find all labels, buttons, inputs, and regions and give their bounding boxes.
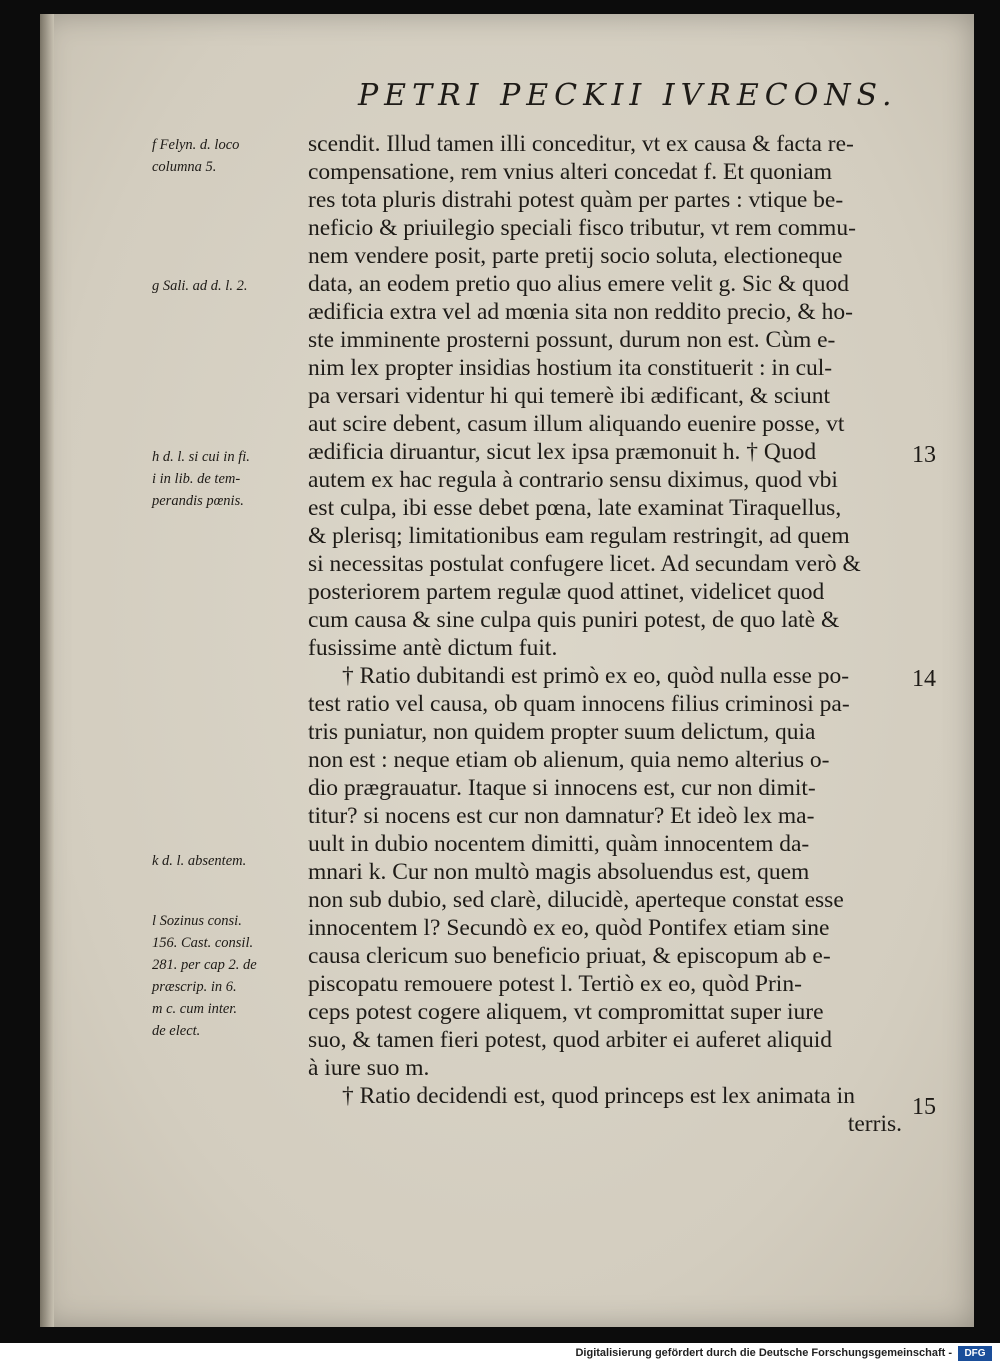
text-line: † Ratio decidendi est, quod princeps est lex animata in (342, 1083, 855, 1109)
margin-note-line: k d. l. absentem. (152, 853, 247, 869)
text-line: scendit. Illud tamen illi conceditur, vt ex causa & facta re- (308, 131, 854, 157)
text-line: non sub dubio, sed clarè, dilucidè, aperteque constat esse (308, 887, 844, 913)
page-spine-shadow (40, 14, 54, 1327)
text-line: cum causa & sine culpa quis puniri potest, de quo latè & (308, 607, 840, 633)
text-line: posteriorem partem regulæ quod attinet, videlicet quod (308, 579, 825, 605)
dfg-logo: DFG (958, 1346, 992, 1361)
text-line: nim lex propter insidias hostium ita constituerit : in cul- (308, 355, 833, 381)
margin-note-k (152, 850, 302, 872)
footer-credit: Digitalisierung gefördert durch die Deutsche Forschungsgemeinschaft - (575, 1347, 952, 1359)
margin-note-line: perandis pœnis. (152, 493, 244, 509)
text-line: terris. (847, 1111, 902, 1137)
text-line: mnari k. Cur non multò magis absoluendus est, quem (308, 859, 810, 885)
text-line: suo, & tamen fieri potest, quod arbiter ei auferet aliquid (308, 1027, 833, 1053)
margin-note-line: præscrip. in 6. (152, 979, 237, 995)
running-header: PETRI PECKII IVRECONS. (358, 78, 898, 113)
margin-note-h (152, 446, 302, 512)
text-line: ste imminente prosterni possunt, durum non est. Cùm e- (308, 327, 836, 353)
text-line: neficio & priuilegio speciali fisco tributur, vt rem commu- (308, 215, 856, 241)
text-line: innocentem l? Secundò ex eo, quòd Pontifex etiam sine (308, 915, 830, 941)
text-line: ceps potest cogere aliquem, vt compromittat super iure (308, 999, 824, 1025)
text-line: est culpa, ibi esse debet pœna, late examinat Tiraquellus, (308, 495, 842, 521)
text-line: causa clericum suo beneficio priuat, & episcopum ab e- (308, 943, 831, 969)
footer-bar (0, 1343, 1000, 1365)
text-line: uult in dubio nocentem dimitti, quàm innocentem da- (308, 831, 810, 857)
margin-note-line: columna 5. (152, 159, 217, 175)
margin-note-line: 281. per cap 2. de (152, 957, 257, 973)
text-line: fusissime antè dictum fuit. (308, 635, 558, 661)
section-number: 15 (912, 1094, 936, 1120)
text-line: à iure suo m. (308, 1055, 430, 1081)
text-line: test ratio vel causa, ob quam innocens filius criminosi pa- (308, 691, 850, 717)
text-line: aut scire debent, casum illum aliquando euenire posse, vt (308, 411, 845, 437)
text-line: † Ratio dubitandi est primò ex eo, quòd nulla esse po- (342, 663, 850, 689)
text-line: ædificia diruantur, sicut lex ipsa præmonuit h. † Quod (308, 439, 817, 465)
text-line: res tota pluris distrahi potest quàm per partes : vtique be- (308, 187, 844, 213)
section-number: 14 (912, 666, 936, 692)
margin-note-f (152, 134, 302, 178)
text-line: data, an eodem pretio quo alius emere velit g. Sic & quod (308, 271, 850, 297)
margin-note-line: f Felyn. d. loco (152, 137, 240, 153)
section-number: 13 (912, 442, 936, 468)
margin-note-g (152, 275, 302, 297)
text-line: titur? si nocens est cur non damnatur? Et ideò lex ma- (308, 803, 815, 829)
text-line: si necessitas postulat confugere licet. Ad secundam verò & (308, 551, 861, 577)
text-line: tris puniatur, non quidem propter suum delictum, quia (308, 719, 816, 745)
text-line: & plerisq; limitationibus eam regulam restringit, ad quem (308, 523, 850, 549)
body-text (308, 130, 908, 1138)
text-line: pa versari videntur hi qui temerè ibi ædificant, & sciunt (308, 383, 831, 409)
text-line: dio prægrauatur. Itaque si innocens est, cur non dimit- (308, 775, 816, 801)
margin-note-line: g Sali. ad d. l. 2. (152, 278, 248, 294)
margin-note-line: m c. cum inter. (152, 1001, 237, 1017)
text-line: non est : neque etiam ob alienum, quia nemo alterius o- (308, 747, 830, 773)
margin-note-line: 156. Cast. consil. (152, 935, 254, 951)
text-line: compensatione, rem vnius alteri concedat f. Et quoniam (308, 159, 833, 185)
margin-note-l (152, 910, 302, 1042)
margin-note-line: l Sozinus consi. (152, 913, 242, 929)
text-line: piscopatu remouere potest l. Tertiò ex eo, quòd Prin- (308, 971, 802, 997)
margin-note-line: h d. l. si cui in fi. (152, 449, 250, 465)
text-line: nem vendere posit, parte pretij socio soluta, electioneque (308, 243, 843, 269)
text-line: autem ex hac regula à contrario sensu diximus, quod vbi (308, 467, 838, 493)
text-line: ædificia extra vel ad mœnia sita non reddito precio, & ho- (308, 299, 853, 325)
margin-note-line: i in lib. de tem- (152, 471, 241, 487)
margin-note-line: de elect. (152, 1023, 201, 1039)
